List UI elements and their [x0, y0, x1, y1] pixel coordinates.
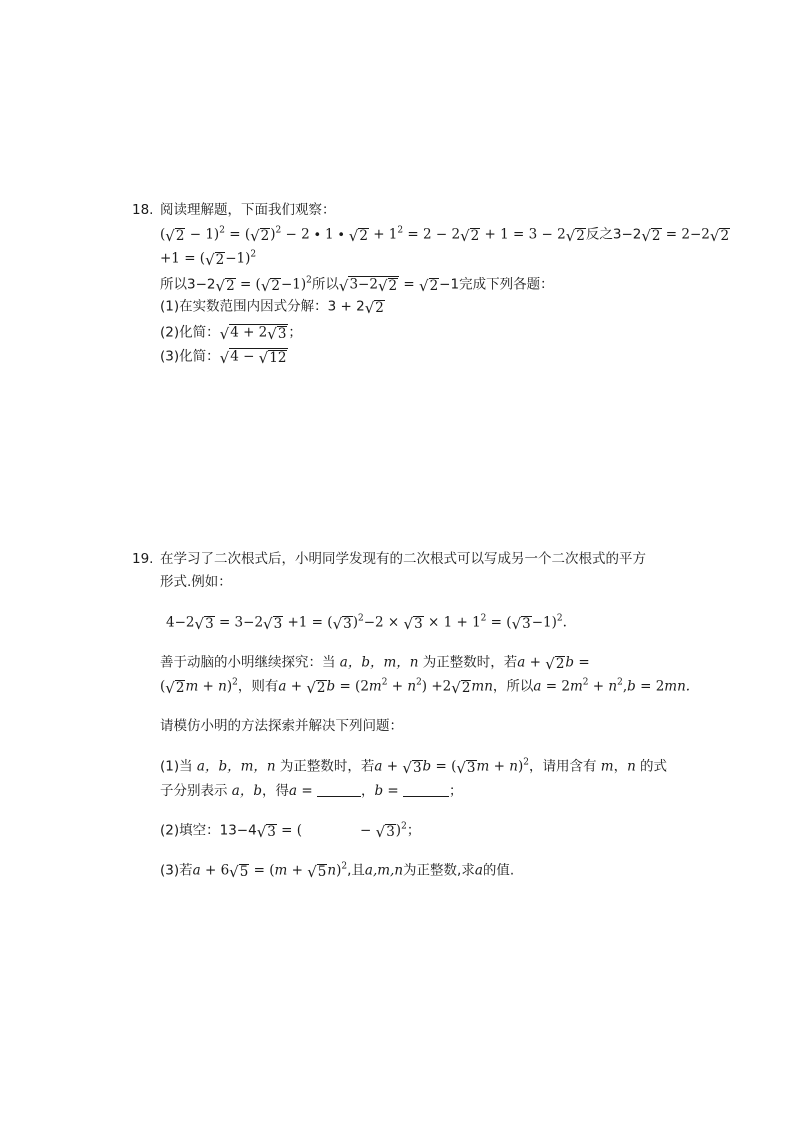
q18-intro: 阅读理解题，下面我们观察：	[160, 202, 336, 218]
q19-part1-line1: (1)当 a，b，m，n 为正整数时，若a + √ 3 b = ( √ 3 m + n)$^2$，请用含有 m，n 的式	[160, 757, 668, 777]
q19-intro-line1: 在学习了二次根式后，小明同学发现有的二次根式可以写成另一个二次根式的平方	[160, 551, 646, 567]
q19-example-equation: 4−2 √ 3 = 3−2 √ 3 +1 = ( √ 3 )$^2$−2 × √ 3 × $1 + 1^2$ = ( √ 3 −1)$^2$.	[166, 613, 567, 633]
q19-instruction: 请模仿小明的方法探索并解决下列问题：	[160, 718, 403, 734]
sqrt: √ 2	[165, 226, 185, 245]
answer-blank-a[interactable]	[317, 784, 361, 797]
q19-intro-line2: 形式.例如：	[160, 574, 232, 590]
question-number: 19.	[132, 551, 154, 567]
q19-exploration-line1: 善于动脑的小明继续探究：当 a，b，m，n 为正整数时，若a + √ 2 b =	[160, 654, 590, 673]
q19-part3: (3)若a + 6 √ 5 = (m + √ 5 n)$^2$,且a,m,n为正整数,求a的值.	[160, 861, 515, 881]
q19-part2: (2)填空：13−4 √ 3 = ( − √ 3 )$^2$；	[160, 821, 421, 841]
q19-part1-line2: 子分别表示 a，b，得a = ，b = ；	[160, 783, 463, 799]
q18-part3: (3)化简： √ 4 − √ 12	[160, 348, 287, 367]
q18-expansion-line2: +1 = ( √ 2 −1)$^2$	[160, 249, 257, 269]
question-number: 18.	[132, 202, 154, 218]
q18-conclusion: 所以3−2 √ 2 = ( √ 2 −1)$^2$所以 √ 3−2 √ 2 = √ 2 −1完成下列各题：	[160, 275, 554, 295]
q18-part2: (2)化简： √ 4 + 2 √ 3 ；	[160, 324, 302, 343]
q18-part1: (1)在实数范围内因式分解：3 + 2 √ 2	[160, 298, 384, 317]
q19-exploration-line2: ( √ 2 m + n)$^2$，则有a + √ 2 $b = (2m^2 + n^2) +2$ √ 2 mn，所以$a = 2m^2 + n^2,b = 2mn$.	[160, 677, 691, 697]
q18-expansion-line1: ( √ 2 − 1)$^2$ = ( √ 2 )$^2$ − 2 ∙ 1 ∙ √ 2 + $1^2 = 2 - 2$ √ 2 + 1 = 3 − 2 √ 2 反之3−2 √ 2 = 2−2 √ 2	[160, 225, 730, 245]
answer-blank-b[interactable]	[403, 784, 449, 797]
